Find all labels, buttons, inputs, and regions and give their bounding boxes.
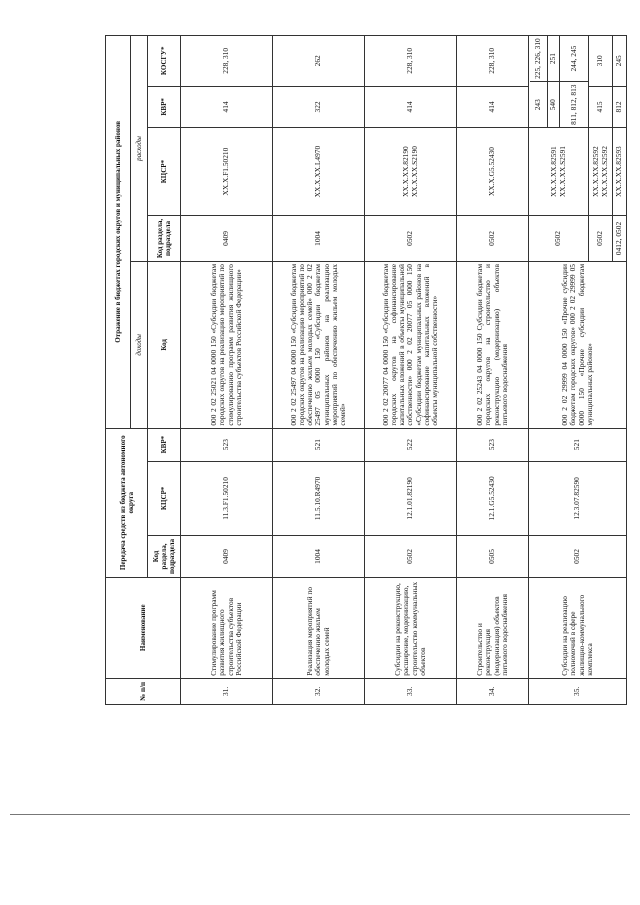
- row-num: 34.: [457, 678, 529, 704]
- row-name: Субсидии на реконструкцию, расширение, модернизацию, строительство коммунальных объектов: [365, 577, 457, 678]
- header-expense-kvr: КВР*: [148, 86, 181, 128]
- rotated-table-page: [105, 35, 624, 705]
- header-reflection: Отражение в бюджетах городских округов и муниципальных районов: [106, 36, 131, 429]
- header-transfer-kcsr: КЦСР*: [148, 461, 181, 536]
- expense-kvr: 414: [181, 86, 273, 128]
- transfer-kcsr: 11.5.10.R4970: [273, 461, 365, 536]
- header-income: доходы: [131, 262, 148, 429]
- expense-section: 0502: [365, 215, 457, 261]
- expense-kcsr-line: ХХ.Х.ХХ.82190: [401, 146, 411, 197]
- transfer-kcsr: 12.1.01.82190: [365, 461, 457, 536]
- transfer-section: 0502: [529, 536, 627, 578]
- expense-kvr: 811, 812, 813: [560, 82, 588, 128]
- expense-kosgu: 262: [273, 36, 365, 87]
- table-row: [457, 36, 529, 705]
- expense-kcsr: ХХ.Х.ХХ.82592 ХХ.Х.ХХ.S2592: [589, 128, 613, 216]
- row-num: 32.: [273, 678, 365, 704]
- transfer-section: 0505: [457, 536, 529, 578]
- expense-kvr: 322: [273, 86, 365, 128]
- header-name: Наименование: [106, 577, 181, 678]
- expense-kosgu: 228, 310: [181, 36, 273, 87]
- transfer-kcsr: 11.3.F1.50210: [181, 461, 273, 536]
- expense-section: 0409: [181, 215, 273, 261]
- header-transfer: Передача средств из бюджета автономного округа: [106, 428, 148, 577]
- expense-kosgu: 245: [613, 36, 627, 87]
- expense-kcsr: ХХ.Х.ХХ.L4970: [273, 128, 365, 216]
- expense-kvr: 540: [548, 82, 560, 128]
- expense-kcsr: ХХ.Х.ХХ.82593: [613, 128, 627, 216]
- transfer-kvr: 523: [181, 428, 273, 461]
- expense-kosgu: 228, 310: [457, 36, 529, 87]
- income-code: 000 2 02 29999 04 0000 150 «Прочие субсидии бюджетам городских округов» 000 2 02 29999 05 0000 150 «Прочие субсидии бюджетам муниципальных районов»: [529, 262, 627, 429]
- expense-kosgu: 244, 245: [568, 45, 578, 72]
- expense-kosgu: 251: [548, 36, 560, 82]
- header-transfer-kvr: КВР*: [148, 428, 181, 461]
- expense-kcsr: ХХ.Х.G5.52430: [457, 128, 529, 216]
- transfer-kvr: 522: [365, 428, 457, 461]
- transfer-kcsr: 12.1.G5.52430: [457, 461, 529, 536]
- table-row: [273, 36, 365, 705]
- transfer-section: 1004: [273, 536, 365, 578]
- header-expense-kcsr: КЦСР*: [148, 128, 181, 216]
- row-num: 31.: [181, 678, 273, 704]
- income-code: 000 2 02 20077 04 0000 150 «Субсидии бюджетам городских округов на софинансирование капитальных вложений в объекты муниципальной собственности» 000 2 02 20077 05 0000 150 «Субсидии бюджетам муниципальных районов на софинансирование капитальных вложений в объекты муниципальной собственности»: [365, 262, 457, 429]
- expense-kvr-kosgu-group: [529, 36, 589, 128]
- transfer-section: 0409: [181, 536, 273, 578]
- expense-section: 1004: [273, 215, 365, 261]
- row-num: 33.: [365, 678, 457, 704]
- table-row: [365, 36, 457, 705]
- page-divider: [10, 814, 630, 815]
- expense-section: 0502: [529, 215, 589, 261]
- expense-kcsr-line: ХХ.Х.ХХ.S2190: [409, 146, 419, 198]
- table-row: [529, 36, 589, 705]
- expense-kosgu: 228, 310: [365, 36, 457, 87]
- budget-mapping-table: [105, 35, 627, 705]
- expense-kcsr: ХХ.Х.F1.50210: [181, 128, 273, 216]
- expense-section: 0502: [457, 215, 529, 261]
- expense-kcsr: ХХ.Х.ХХ.82591 ХХ.Х.ХХ.S2591: [529, 128, 589, 216]
- expense-kvr: 243: [530, 82, 548, 128]
- row-name: Стимулирование программ развития жилищного строительства субъектов Российской Федерации: [181, 577, 273, 678]
- transfer-kvr: 521: [273, 428, 365, 461]
- header-num: № п/п: [106, 678, 181, 704]
- expense-kosgu: 310: [589, 36, 613, 87]
- income-code: 000 2 02 25497 04 0000 150 «Субсидии бюджетам городских округов на реализацию мероприятий по обеспечению жильем молодых семей» 000 2 02 25497 05 0000 150 «Субсидии бюджетам муниципальных районов на реализацию мероприятий по обеспечению жильем молодых семей»: [273, 262, 365, 429]
- expense-kvr: 812: [613, 86, 627, 128]
- header-expense: расходы: [131, 36, 148, 262]
- header-expense-kosgu: КОСГУ*: [148, 36, 181, 87]
- income-code: 000 2 02 25021 04 0000 150 «Субсидии бюджетам городских округов на реализацию мероприятий по стимулированию программ развития жилищного строительства субъектов Российской Федерации»: [181, 262, 273, 429]
- transfer-section: 0502: [365, 536, 457, 578]
- expense-section: 0502: [589, 215, 613, 261]
- expense-kosgu: 225, 226, 310: [530, 36, 548, 82]
- expense-kcsr: [365, 128, 457, 216]
- row-name: Строительство и реконструкция (модернизация) объектов питьевого водоснабжения: [457, 577, 529, 678]
- expense-kvr: 415: [589, 86, 613, 128]
- expense-kvr: 414: [457, 86, 529, 128]
- expense-section: 0412, 0502: [613, 215, 627, 261]
- header-expense-section: Код раздела, подраздела: [148, 215, 181, 261]
- row-name: Субсидии на реализацию полномочий в сфере жилищно-коммунального комплекса: [529, 577, 627, 678]
- table-row: [181, 36, 273, 705]
- row-name: Реализация мероприятий по обеспечению жильем молодых семей: [273, 577, 365, 678]
- income-code: 000 2 02 25243 04 0000 150 Субсидии бюджетам городских округов на строительство и реконструкцию (модернизацию) объектов питьевого водоснабжения: [457, 262, 529, 429]
- transfer-kvr: 523: [457, 428, 529, 461]
- header-transfer-section: Код раздела, подраздела: [148, 536, 181, 578]
- header-income-code: Код: [148, 262, 181, 429]
- transfer-kvr: 521: [529, 428, 627, 461]
- transfer-kcsr: 12.3.07.82590: [529, 461, 627, 536]
- expense-kvr: 414: [365, 86, 457, 128]
- row-num: 35.: [529, 678, 627, 704]
